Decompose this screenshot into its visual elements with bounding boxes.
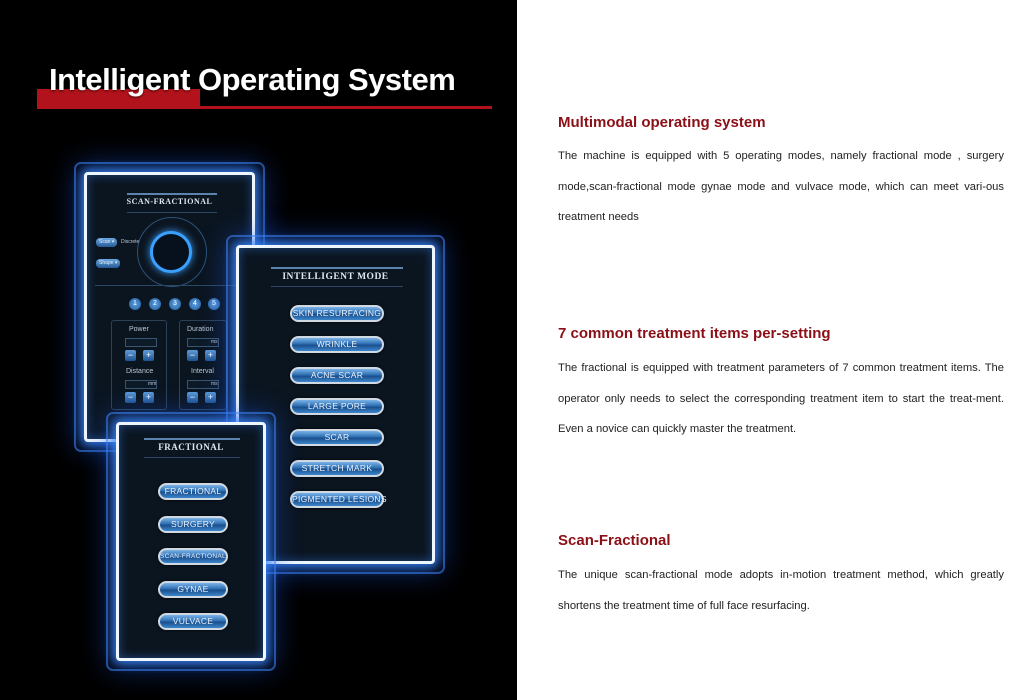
section-title-scan-fractional: Scan-Fractional xyxy=(558,532,671,549)
headline: Intelligent Operating System xyxy=(49,62,456,97)
fractional-panel-title: FRACTIONAL xyxy=(158,442,224,452)
section-body-multimodal: The machine is equipped with 5 operating modes, namely fractional mode , surgery mode,scan-fractional mode gynae mode and vulvace mode, which can meet vari-ous treatment needs xyxy=(558,150,1004,223)
fractional-mode-surgery-button[interactable]: SURGERY xyxy=(158,516,228,533)
scan-number-1[interactable]: 1 xyxy=(129,298,141,310)
distance-minus-button[interactable]: − xyxy=(125,392,136,403)
scan-number-3[interactable]: 3 xyxy=(169,298,181,310)
headline-underline xyxy=(37,106,492,109)
scan-number-5[interactable]: 5 xyxy=(208,298,220,310)
divider xyxy=(95,285,247,286)
intelligent-mode-acne-scar-button[interactable]: ACNE SCAR xyxy=(290,367,384,384)
section-body-scan-fractional: The unique scan-fractional mode adopts in-motion treatment method, which greatly shortens the treatment time of full face resurfacing. xyxy=(558,569,1004,612)
section-title-treatment-items: 7 common treatment items per-setting xyxy=(558,325,831,342)
fractional-mode-gynae-button[interactable]: GYNAE xyxy=(158,581,228,598)
interval-unit: ms xyxy=(211,381,218,387)
fractional-panel xyxy=(116,422,266,661)
intelligent-mode-scar-button[interactable]: SCAR xyxy=(290,429,384,446)
scan-dial[interactable] xyxy=(150,231,192,273)
distance-unit: mm xyxy=(148,381,157,387)
scan-select[interactable]: Scan ▾ xyxy=(96,238,117,247)
power-plus-button[interactable]: + xyxy=(143,350,154,361)
scan-number-4[interactable]: 4 xyxy=(189,298,201,310)
duration-label: Duration xyxy=(187,326,214,333)
intelligent-mode-stretch-mark-button[interactable]: STRETCH MARK xyxy=(290,460,384,477)
power-distance-group xyxy=(111,320,167,410)
distance-plus-button[interactable]: + xyxy=(143,392,154,403)
interval-label: Interval xyxy=(191,368,214,375)
intelligent-mode-large-pore-button[interactable]: LARGE PORE xyxy=(290,398,384,415)
intelligent-mode-pigmented-lesions-button[interactable]: PIGMENTED LESIONS xyxy=(290,491,384,508)
interval-plus-button[interactable]: + xyxy=(205,392,216,403)
intelligent-mode-skin-resurfacing-button[interactable]: SKIN RESURFACING xyxy=(290,305,384,322)
section-body-treatment-items: The fractional is equipped with treatment parameters of 7 common treatment items. The operator only needs to select the corresponding treatment item to start the treat-ment. Even a novice can quickly master the treatment. xyxy=(558,362,1004,435)
scan-value: Discrete xyxy=(121,239,140,245)
fractional-mode-fractional-button[interactable]: FRACTIONAL xyxy=(158,483,228,500)
intelligent-mode-wrinkle-button[interactable]: WRINKLE xyxy=(290,336,384,353)
duration-unit: ms xyxy=(211,339,218,345)
duration-plus-button[interactable]: + xyxy=(205,350,216,361)
interval-minus-button[interactable]: − xyxy=(187,392,198,403)
section-title-multimodal: Multimodal operating system xyxy=(558,114,766,131)
right-text-panel xyxy=(517,0,1024,700)
fractional-mode-scan-fractional-button[interactable]: SCAN-FRACTIONAL xyxy=(158,548,228,565)
distance-label: Distance xyxy=(126,368,154,375)
power-minus-button[interactable]: − xyxy=(125,350,136,361)
scan-panel-title: SCAN-FRACTIONAL xyxy=(126,197,213,206)
power-value-box xyxy=(125,338,157,347)
scan-number-2[interactable]: 2 xyxy=(149,298,161,310)
intelligent-panel-title: INTELLIGENT MODE xyxy=(282,272,389,282)
duration-minus-button[interactable]: − xyxy=(187,350,198,361)
power-label: Power xyxy=(129,326,149,333)
fractional-mode-vulvace-button[interactable]: VULVACE xyxy=(158,613,228,630)
shape-select[interactable]: Shape ▾ xyxy=(96,259,120,268)
